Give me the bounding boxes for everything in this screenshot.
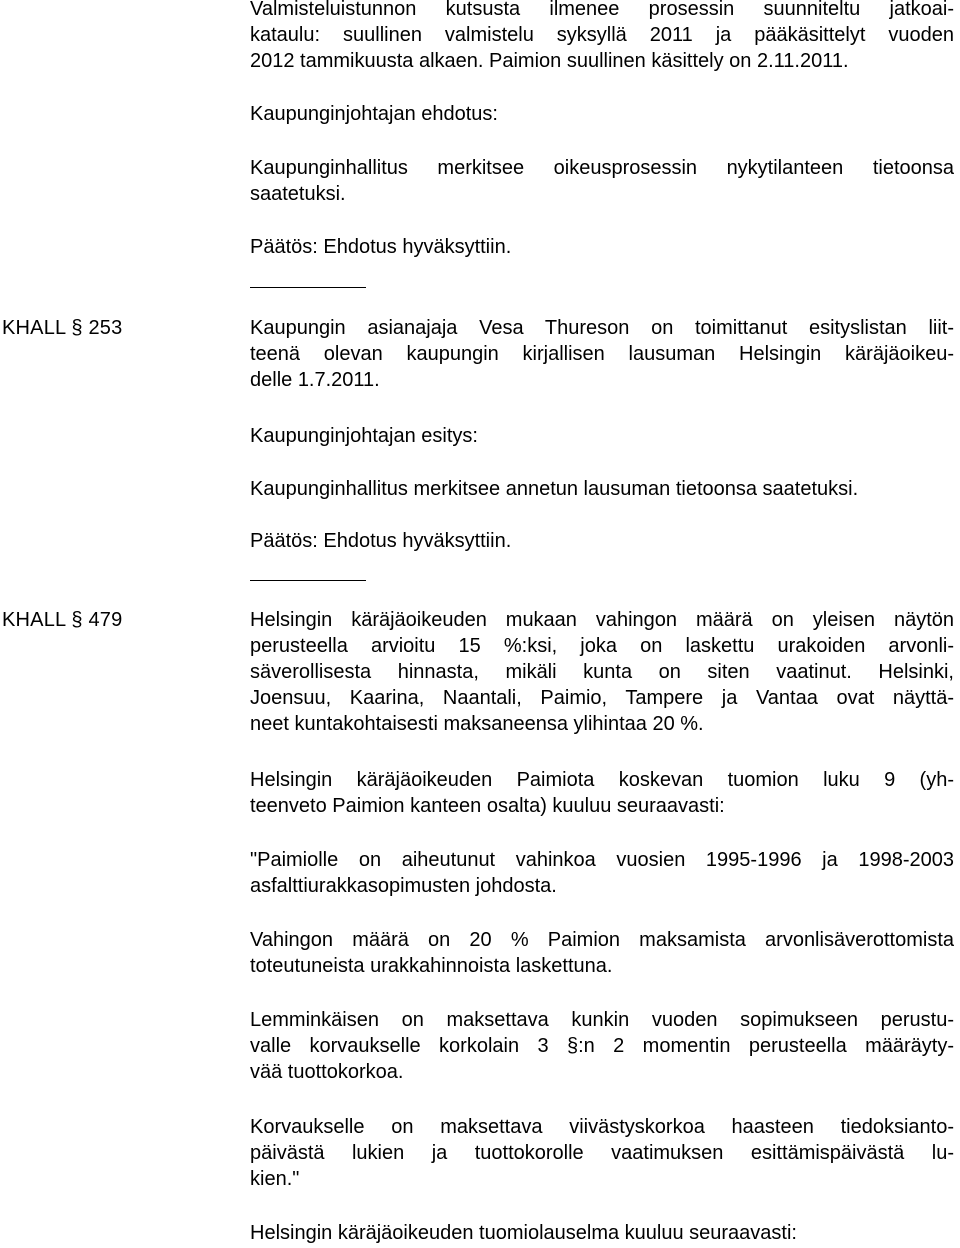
text-line: Helsingin käräjäoikeuden Paimiota koskevan tuomion luku 9 (yh- [250,769,954,791]
text-line: Helsingin käräjäoikeuden tuomiolauselma kuuluu seuraavasti: [250,1222,797,1244]
decision-text: Päätös: Ehdotus hyväksyttiin. [250,530,512,552]
text-line: Vahingon määrä on 20 % Paimion maksamista arvonlisäverottomista [250,929,954,951]
text-line: saatetuksi. [250,183,346,205]
item-479-quote-paragraph-2 [250,927,954,979]
proposal-paragraph: Kaupunginhallitus merkitsee annetun lausuman tietoonsa saatetuksi. [250,478,859,500]
text-line: valle korvaukselle korkolain 3 §:n 2 momentin perusteella määräyty- [250,1035,954,1057]
text-line: neet kuntakohtaisesti maksaneensa ylihintaa 20 %. [250,713,704,735]
text-line: vää tuottokorkoa. [250,1061,404,1083]
text-line: Joensuu, Kaarina, Naantali, Paimio, Tampere ja Vantaa ovat näyttä- [250,687,954,709]
item-479-paragraph-7 [250,1220,954,1246]
proposal-heading: Kaupunginjohtajan ehdotus: [250,103,498,125]
item-479-quote-paragraph-4 [250,1114,954,1192]
text-line: päivästä lukien ja tuottokorolle vaatimuksen esittämispäivästä lu- [250,1142,954,1164]
text-line: teenä olevan kaupungin kirjallisen lausuman Helsingin käräjäoikeu- [250,343,954,365]
text-line: perusteella arvioitu 15 %:ksi, joka on laskettu urakoiden arvonli- [250,635,954,657]
text-line: Helsingin käräjäoikeuden mukaan vahingon määrä on yleisen näytön [250,609,954,631]
decision-text: Päätös: Ehdotus hyväksyttiin. [250,236,512,258]
text-line: Valmisteluistunnon kutsusta ilmenee prosessin suunniteltu jatkoai- [250,0,954,20]
text-line: Kaupunginhallitus merkitsee oikeusprosessin nykytilanteen tietoonsa [250,157,954,179]
item-479-quote-paragraph-1 [250,847,954,899]
text-line: teenveto Paimion kanteen osalta) kuuluu seuraavasti: [250,795,725,817]
section-label-479: KHALL § 479 [2,609,123,631]
text-line: Kaupungin asianajaja Vesa Thureson on toimittanut esityslistan liit- [250,317,954,339]
text-line: toteutuneista urakkahinnoista laskettuna. [250,955,613,977]
text-line: Lemminkäisen on maksettava kunkin vuoden sopimukseen perustu- [250,1009,954,1031]
section-label-253: KHALL § 253 [2,317,123,339]
item-479-paragraph-2 [250,767,954,819]
text-line: "Paimiolle on aiheutunut vahinkoa vuosien 1995-1996 ja 1998-2003 [250,849,954,871]
proposal-paragraph [250,155,954,207]
text-line: Korvaukselle on maksettava viivästyskorkoa haasteen tiedoksianto- [250,1116,954,1138]
text-line: kataulu: suullinen valmistelu syksyllä 2011 ja pääkäsittelyt vuoden [250,24,954,46]
item-253-paragraph [250,315,954,393]
text-line: kien." [250,1168,300,1190]
item-479-paragraph-1 [250,607,954,737]
text-line: delle 1.7.2011. [250,369,380,391]
section-divider [250,580,366,581]
proposal-heading: Kaupunginjohtajan esitys: [250,425,478,447]
section-divider [250,287,366,288]
item-479-quote-paragraph-3 [250,1007,954,1085]
text-line: säverollisesta hinnasta, mikäli kunta on siten vaatinut. Helsinki, [250,661,954,683]
text-line: asfalttiurakkasopimusten johdosta. [250,875,557,897]
intro-paragraph [250,0,954,74]
text-line: 2012 tammikuusta alkaen. Paimion suullinen käsittely on 2.11.2011. [250,50,849,72]
